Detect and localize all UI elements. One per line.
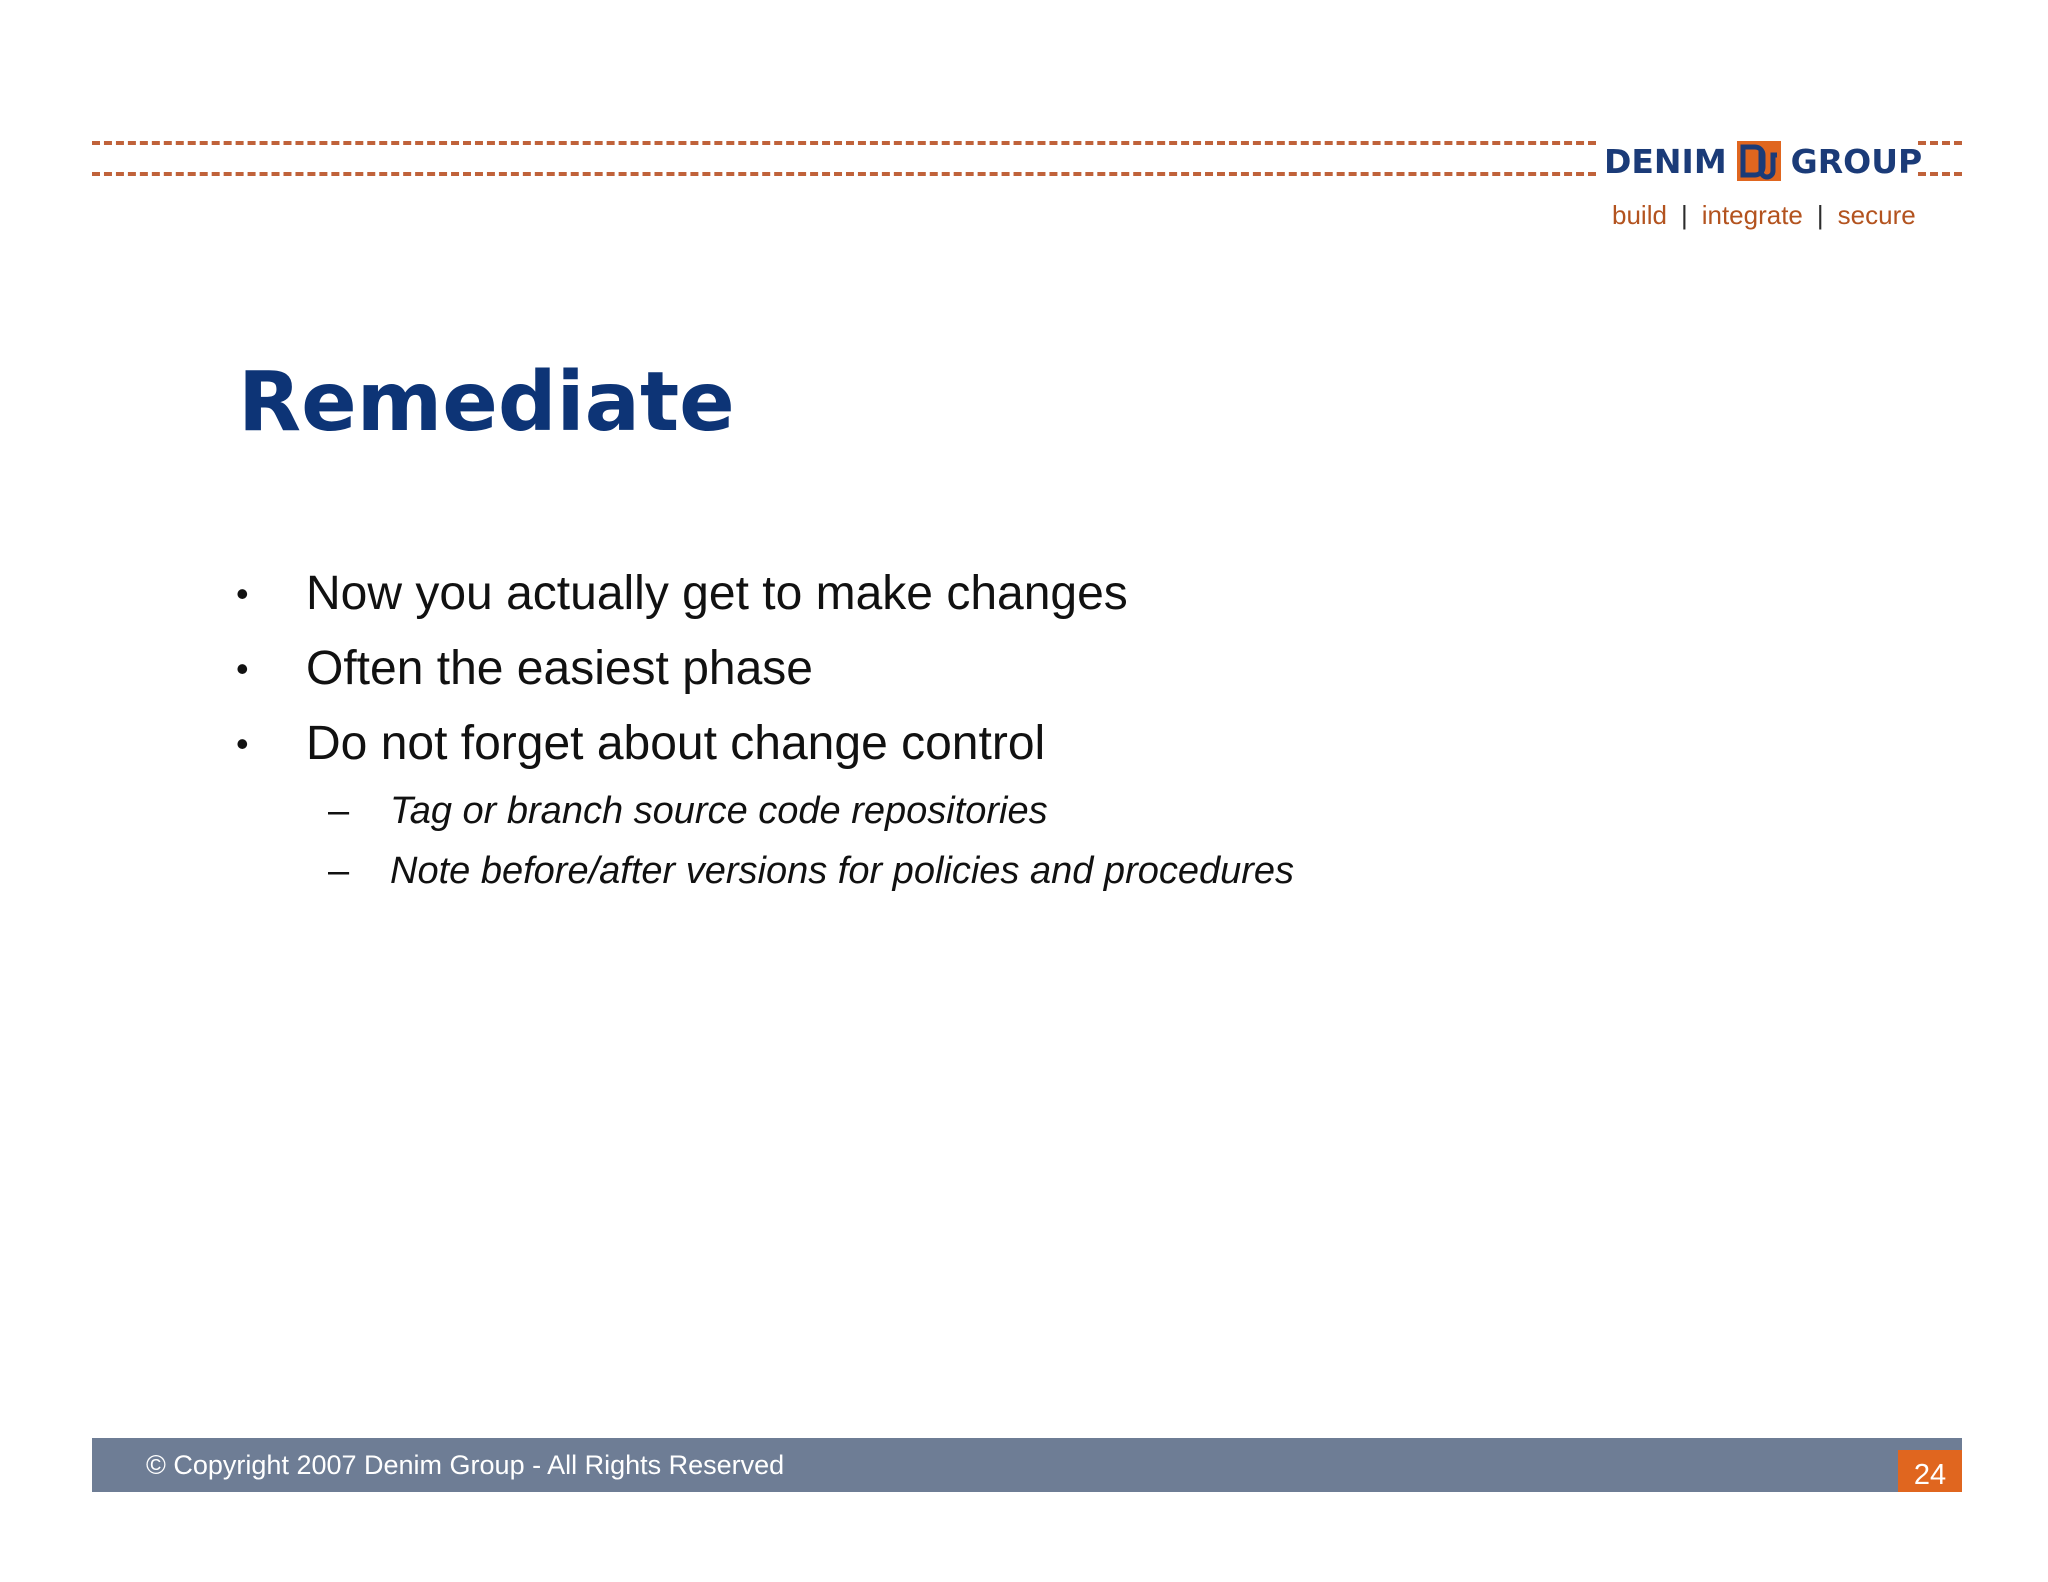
sub-bullet-marker: –: [328, 850, 350, 892]
bullet-marker: •: [236, 648, 249, 689]
denim-group-logo: [1604, 136, 1922, 186]
logo-word-right: GROUP: [1790, 141, 1923, 181]
bullet-list: [236, 556, 1736, 901]
tagline-separator: |: [1680, 200, 1688, 230]
page-number: 24: [1898, 1450, 1962, 1492]
bullet-marker: •: [236, 723, 249, 764]
tagline-build: build: [1612, 200, 1667, 230]
bullet-item: [236, 631, 1736, 706]
header-dashed-rule-right-bottom: [1918, 172, 1962, 176]
tagline-secure: secure: [1837, 200, 1916, 230]
bullet-item: [236, 556, 1736, 631]
bullet-item: [236, 706, 1736, 901]
tagline: [1612, 200, 1916, 231]
sub-bullet-text: Note before/after versions for policies and procedures: [390, 850, 1295, 892]
header-dashed-rule-right-top: [1918, 141, 1962, 145]
header-dashed-rule-top: [92, 141, 1596, 145]
bullet-marker: •: [236, 573, 249, 614]
sub-bullet-item: [236, 841, 1736, 901]
sub-bullet-item: [236, 781, 1736, 841]
copyright-notice: © Copyright 2007 Denim Group - All Rights Reserved: [146, 1450, 785, 1480]
sub-bullet-marker: –: [328, 790, 350, 832]
header-dashed-rule-bottom: [92, 172, 1596, 176]
tagline-integrate: integrate: [1701, 200, 1803, 230]
slide-title: Remediate: [238, 355, 735, 450]
bullet-text: Do not forget about change control: [306, 717, 1046, 770]
logo-emblem-icon: [1737, 141, 1781, 181]
footer-bar: [92, 1438, 1962, 1492]
sub-bullet-list: [306, 781, 1736, 901]
sub-bullet-text: Tag or branch source code repositories: [390, 790, 1048, 832]
bullet-text: Often the easiest phase: [306, 642, 813, 695]
bullet-text: Now you actually get to make changes: [306, 567, 1128, 620]
logo-word-left: DENIM: [1604, 141, 1727, 181]
tagline-separator: |: [1816, 200, 1824, 230]
